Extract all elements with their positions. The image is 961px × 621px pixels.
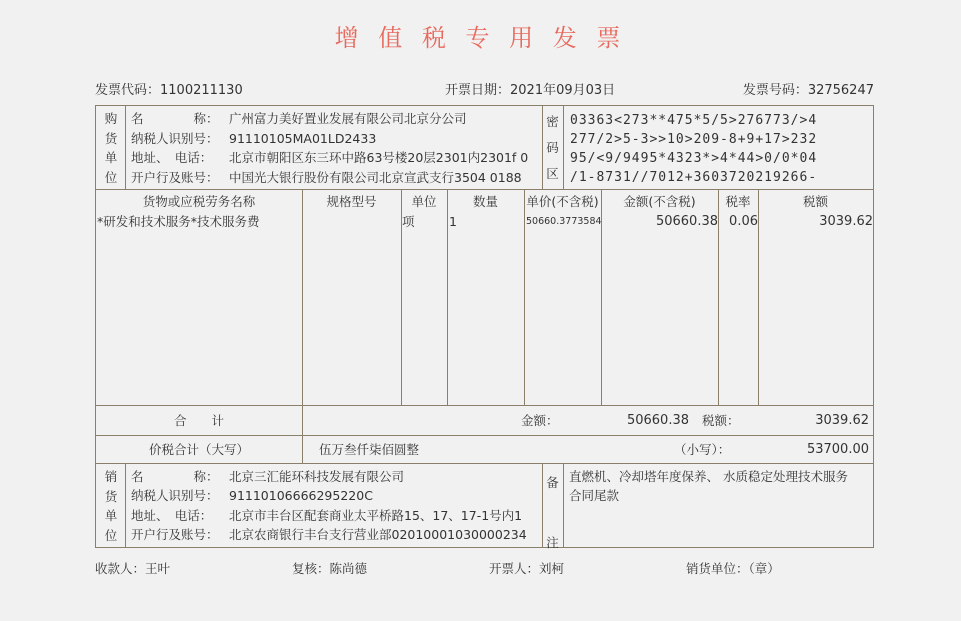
buyer-bank-value: 中国光大银行股份有限公司北京宣武支行3504 0188 — [229, 170, 522, 185]
invoice-number — [743, 79, 874, 98]
cipher-section-label: 密 码 区 — [546, 114, 559, 181]
col-header-spec: 规格型号 — [326, 194, 377, 209]
grand-total-label: 价税合计（大写） — [148, 442, 249, 457]
seller-taxid-value: 91110106666295220C — [229, 488, 373, 503]
col-header-amount: 金额(不含税) — [623, 194, 696, 209]
invoice-number-label: 发票号码： — [742, 83, 808, 98]
buyer-name-label: 名 称： — [131, 111, 219, 126]
divider — [96, 189, 873, 190]
buyer-address-label: 地址、 电话： — [131, 150, 213, 165]
divider — [563, 106, 564, 189]
item-unit: 项 — [402, 214, 415, 229]
item-price: 50660.3773584 — [526, 216, 602, 227]
grand-total-lower-value: 53700.00 — [806, 442, 869, 457]
buyer-taxid-label: 纳税人识别号： — [131, 131, 219, 146]
item-name: *研发和技术服务*技术服务费 — [97, 214, 260, 229]
cipher-line: 95/<9/9495*4323*>4*44>0/0*04 — [570, 151, 818, 166]
totals-amount-value: 50660.38 — [626, 413, 689, 428]
seller-address-label: 地址、 电话： — [131, 508, 213, 523]
col-header-tax: 税额 — [802, 194, 828, 209]
divider — [96, 435, 873, 436]
remarks-section-label: 备 注 — [546, 475, 559, 550]
buyer-name-value: 广州富力美好置业发展有限公司北京分公司 — [229, 111, 467, 126]
item-tax: 3039.62 — [819, 214, 873, 229]
col-header-name: 货物或应税劳务名称 — [142, 194, 256, 209]
totals-tax-label: 税额： — [702, 413, 740, 428]
seller-name-value: 北京三汇能环科技发展有限公司 — [229, 469, 405, 484]
seller-bank-label: 开户行及账号： — [131, 527, 219, 542]
payee — [95, 559, 170, 577]
buyer-address-value: 北京市朝阳区东三环中路63号楼20层2301内2301f 0 — [229, 150, 529, 165]
divider — [563, 463, 564, 547]
item-rate: 0.06 — [729, 214, 758, 229]
col-header-unit: 单位 — [411, 194, 437, 209]
divider — [524, 189, 525, 405]
totals-tax-value: 3039.62 — [815, 413, 869, 428]
invoice-title: 增 值 税 专 用 发 票 — [334, 24, 627, 52]
item-qty: 1 — [449, 214, 457, 229]
cipher-line: 03363<273**475*5/5>276773/>4 — [570, 113, 818, 128]
divider — [125, 106, 126, 189]
invoice-date-value: 2021年09月03日 — [510, 83, 616, 98]
drawer — [489, 559, 564, 577]
invoice-date-label: 开票日期： — [445, 83, 511, 98]
seller-name-label: 名 称： — [131, 469, 219, 484]
divider — [96, 405, 873, 406]
invoice-number-value: 32756247 — [807, 83, 874, 98]
divider — [125, 463, 126, 547]
invoice-table — [95, 105, 874, 548]
payee-value: 王叶 — [145, 561, 171, 576]
divider — [96, 463, 873, 464]
totals-amount-label: 金额： — [521, 413, 559, 428]
reviewer — [292, 559, 367, 577]
remarks-text-line: 直燃机、冷却塔年度保养、 水质稳定处理技术服务 — [569, 469, 848, 484]
buyer-section-label: 购 货 单 位 — [104, 111, 118, 185]
seller-bank-value: 北京农商银行丰台支行营业部02010001030000234 — [229, 527, 527, 542]
remarks-text-line: 合同尾款 — [569, 488, 620, 503]
divider — [447, 189, 448, 405]
reviewer-label: 复核： — [292, 561, 330, 576]
item-amount: 50660.38 — [655, 214, 718, 229]
totals-label: 合 计 — [173, 413, 224, 428]
cipher-line: 277/2>5-3>>10>209-8+9+17>232 — [570, 132, 818, 147]
cipher-text — [570, 111, 817, 187]
buyer-taxid-value: 91110105MA01LD2433 — [229, 131, 377, 146]
grand-total-upper: 伍万叁仟柒佰圆整 — [319, 442, 420, 457]
drawer-label: 开票人： — [489, 561, 540, 576]
seller-address-value: 北京市丰台区配套商业太平桥路15、17、17-1号内1 — [229, 508, 523, 523]
buyer-bank-label: 开户行及账号： — [131, 170, 219, 185]
col-header-price: 单价(不含税) — [526, 194, 599, 209]
invoice-code-label: 发票代码： — [95, 83, 161, 98]
col-header-rate: 税率 — [725, 194, 751, 209]
seller-unit-stamp: 销货单位：（章） — [686, 561, 780, 576]
invoice-code — [95, 79, 243, 98]
col-header-qty: 数量 — [472, 194, 498, 209]
grand-total-lower-label: （小写）： — [674, 442, 731, 457]
seller-taxid-label: 纳税人识别号： — [131, 488, 219, 503]
drawer-value: 刘柯 — [539, 561, 565, 576]
divider — [302, 189, 303, 435]
divider — [302, 435, 303, 463]
reviewer-value: 陈尚德 — [329, 561, 368, 576]
seller-section-label: 销 货 单 位 — [104, 469, 118, 543]
cipher-line: /1-8731//7012+3603720219266- — [570, 170, 818, 185]
invoice-date — [445, 79, 615, 98]
invoice-code-value: 1100211130 — [160, 83, 243, 98]
payee-label: 收款人： — [95, 561, 146, 576]
